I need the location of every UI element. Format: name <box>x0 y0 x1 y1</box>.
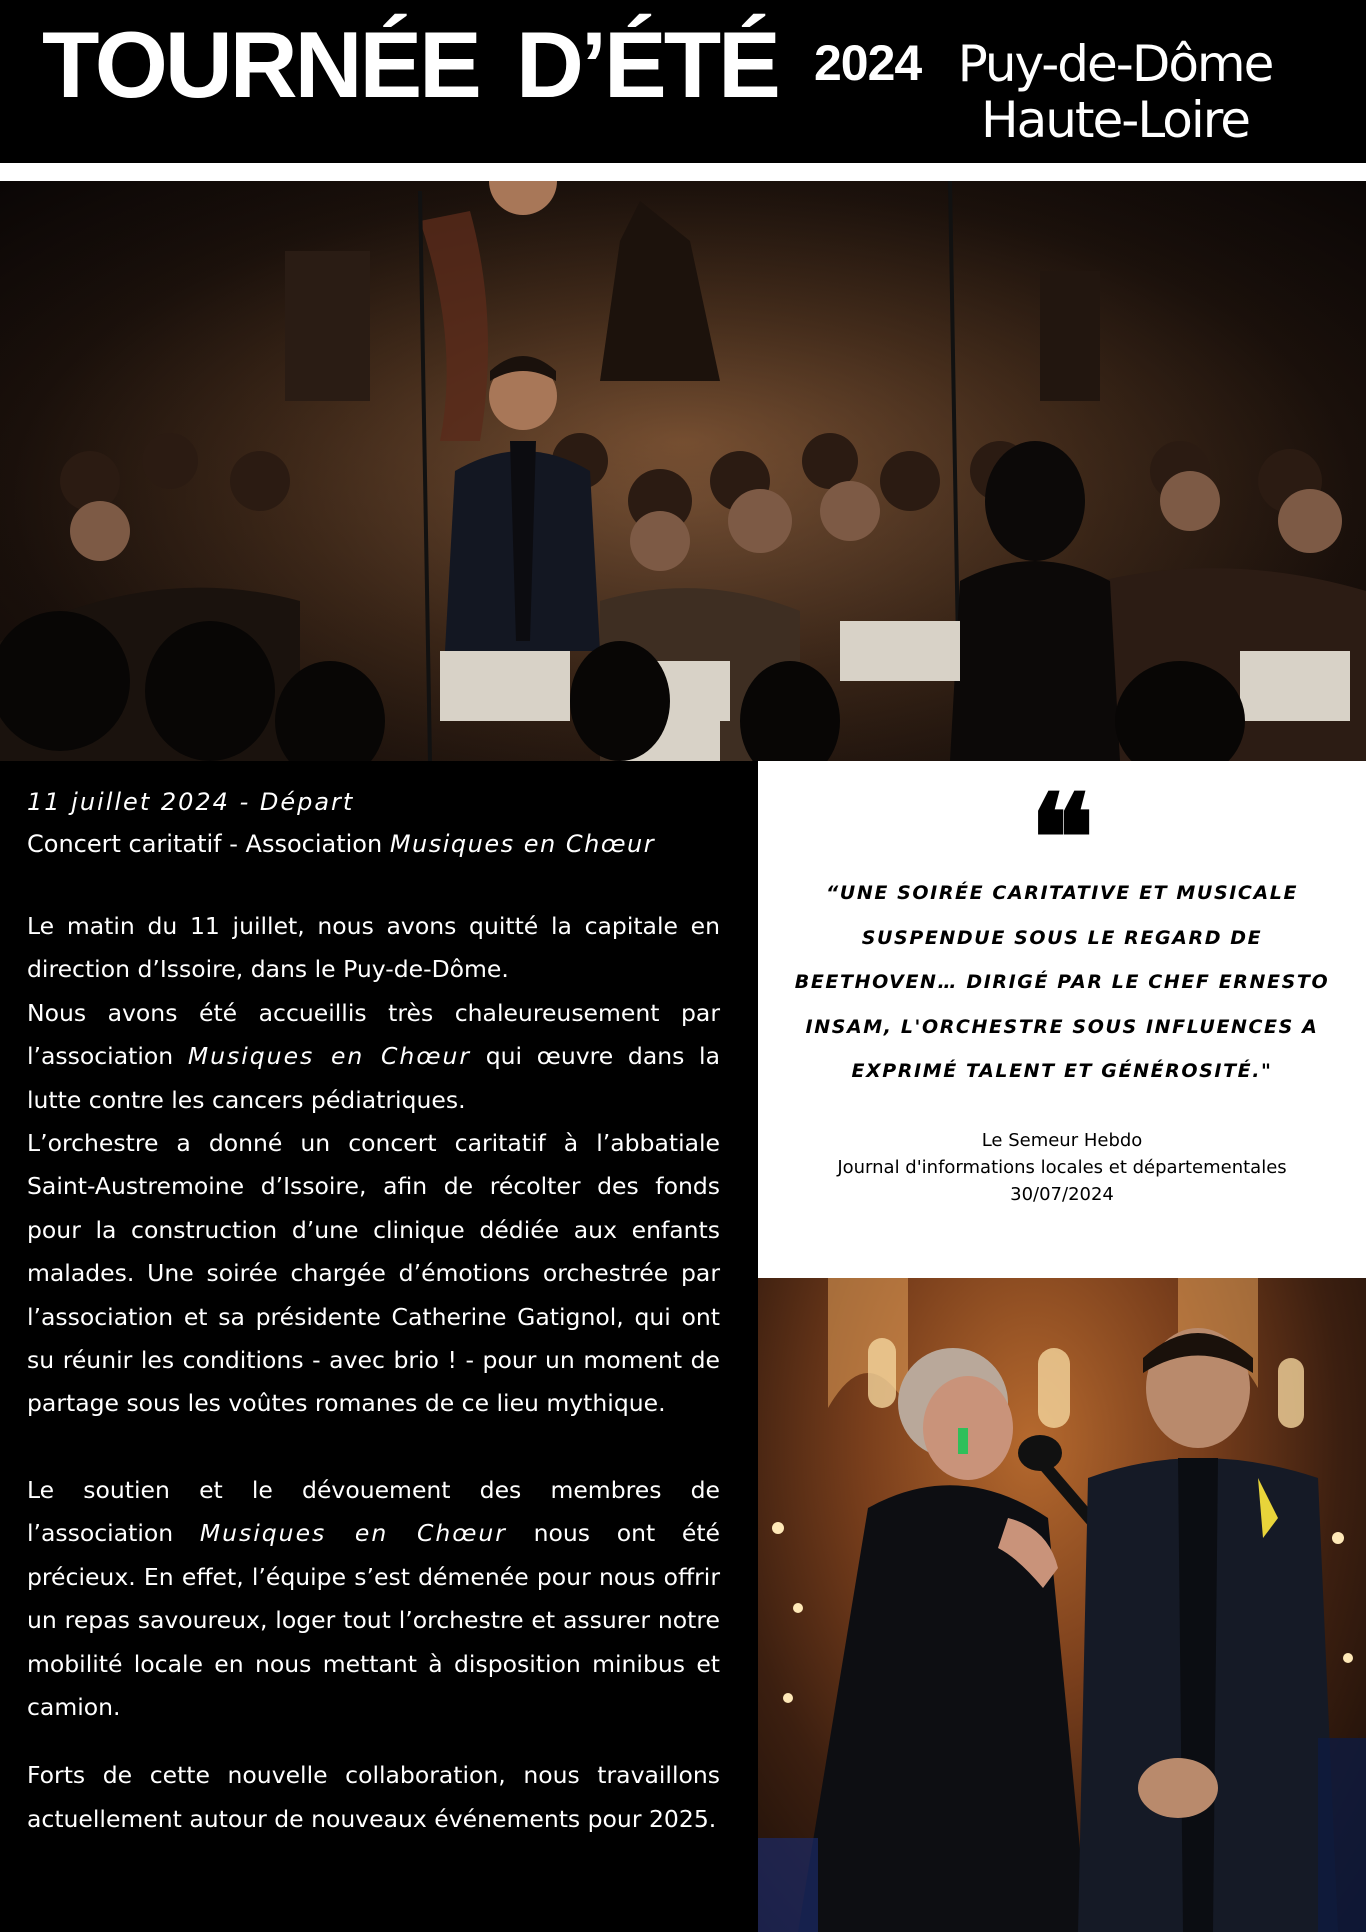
source-description: Journal d'informations locales et départementales <box>837 1157 1287 1178</box>
header-year: 2024 <box>814 35 922 91</box>
article <box>27 784 720 1841</box>
paragraph-2-start: Nous avons été accueillis très chaleureusement par l’association <box>27 998 720 1071</box>
article-date: 11 juillet 2024 - Départ <box>27 788 355 816</box>
paragraph-4-association: Musiques en Chœur <box>199 1519 507 1548</box>
page-title: TOURNÉE D’ÉTÉ <box>42 12 778 117</box>
concert-photo-illustration <box>0 181 1366 761</box>
paragraph-4 <box>27 1469 720 1729</box>
paragraph-2-end: qui œuvre dans la lutte contre les cancers pédiatriques. <box>27 1042 720 1114</box>
paragraph-3: L’orchestre a donné un concert caritatif à l’abbatiale Saint-Austremoine d’Issoire, afin de récolter des fonds pour la construction d’une clinique dédiée aux enfants malades. Une soirée chargée d’émotions orchestrée par l’association et sa présidente Catherine Gatignol, qui ont su réunir les conditions - avec brio ! - pour un moment de partage sous les voûtes romanes de ce lieu mythique. <box>27 1129 720 1418</box>
concert-photo <box>0 181 1366 761</box>
press-quote-panel <box>758 761 1366 1278</box>
header-place-puy-de-dome: Puy-de-Dôme <box>957 35 1273 93</box>
source-date: 30/07/2024 <box>1010 1184 1114 1205</box>
paragraph-4-end: nous ont été précieux. En effet, l’équipe s’est démenée pour nous offrir un repas savoureux, loger tout l’orchestre et assurer notre mobilité locale en nous mettant à disposition minibus et camion. <box>27 1519 720 1721</box>
paragraph-2-association: Musiques en Chœur <box>187 1042 472 1071</box>
singer-conductor-illustration <box>758 1278 1366 1932</box>
press-quote-text: “UNE SOIRÉE CARITATIVE ET MUSICALE SUSPENDUE SOUS LE REGARD DE BEETHOVEN… DIRIGÉ PAR LE CHEF ERNESTO INSAM, L'ORCHESTRE SOUS INFLUENCES A EXPRIMÉ TALENT ET GÉNÉROSITÉ." <box>794 882 1330 1082</box>
paragraph-5: Forts de cette nouvelle collaboration, nous travaillons actuellement autour de nouveaux événements pour 2025. <box>27 1761 720 1833</box>
quote-source <box>758 1127 1366 1208</box>
paragraph-1: Le matin du 11 juillet, nous avons quitté la capitale en direction d’Issoire, dans le Puy-de-Dôme. <box>27 912 720 984</box>
paragraph-2 <box>27 992 720 1122</box>
source-name: Le Semeur Hebdo <box>981 1130 1143 1151</box>
paragraph-4-start: Le soutien et le dévouement des membres de l’association <box>27 1475 720 1548</box>
subtitle-association: Musiques en Chœur <box>389 830 656 858</box>
page-header <box>0 0 1366 163</box>
singer-conductor-photo <box>758 1278 1366 1932</box>
header-places <box>950 36 1280 148</box>
subtitle-prefix: Concert caritatif - Association <box>27 830 390 858</box>
header-place-haute-loire: Haute-Loire <box>980 91 1249 149</box>
quote-mark-icon: ❝ <box>1029 768 1095 909</box>
header-divider <box>0 163 1366 181</box>
article-subtitle <box>27 826 720 862</box>
